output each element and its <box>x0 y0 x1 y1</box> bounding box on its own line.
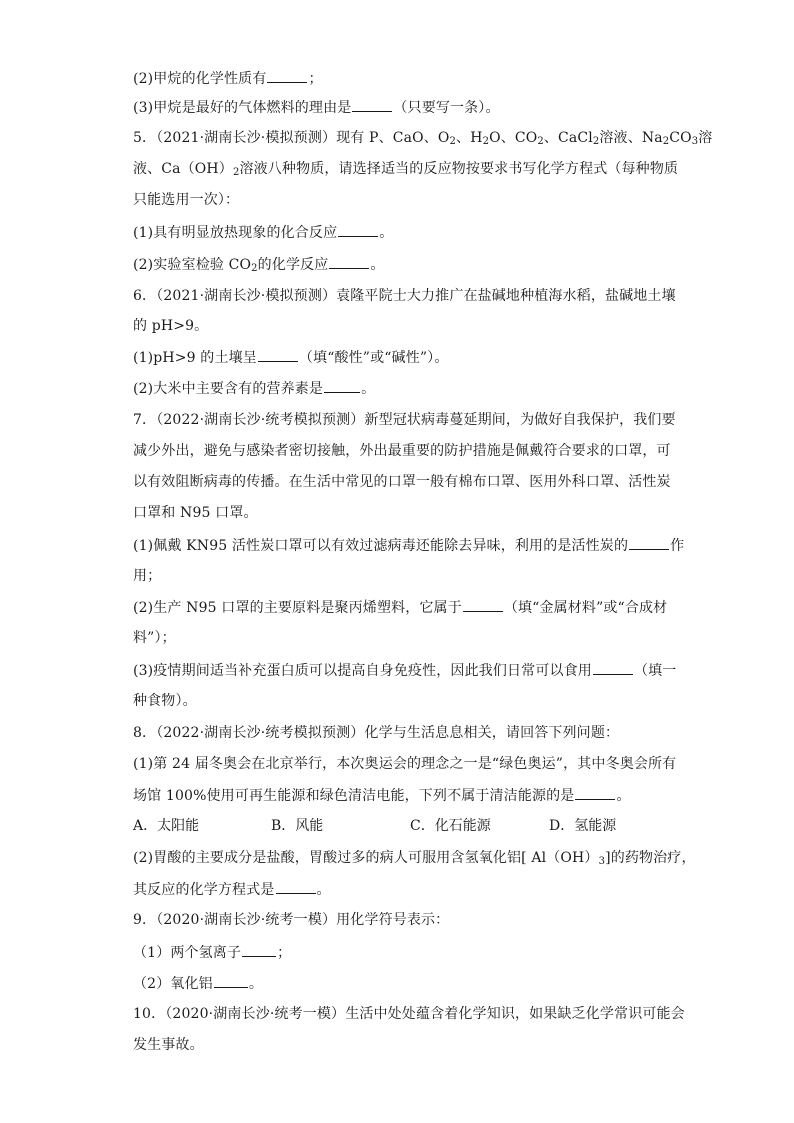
q6-part2-tail: 。 <box>361 381 376 397</box>
q5-part1 <box>133 222 673 242</box>
q9-part1-tail: ； <box>277 945 292 961</box>
q6-stem-line1: 6．（2021·湖南长沙·模拟预测）袁隆平院士大力推广在盐碱地种植海水稻，盐碱地土壤 <box>133 288 676 304</box>
q5-stem-line2 <box>133 159 679 179</box>
subscript: 2 <box>449 136 457 147</box>
q7-part1-text: (1)佩戴 KN95 活性炭口罩可以有效过滤病毒还能除去异味，利用的是活性炭的 <box>133 538 629 554</box>
q4-part3-text: (3)甲烷是最好的气体燃料的理由是 <box>133 100 352 116</box>
q6-part1-text: (1)pH>9 的土壤呈 <box>133 350 257 366</box>
q7-part1 <box>133 535 685 555</box>
answer-blank[interactable] <box>352 97 392 112</box>
answer-blank[interactable] <box>629 535 669 550</box>
q5-text: CO <box>669 130 692 146</box>
option-a[interactable]: A．太阳能 <box>133 818 200 834</box>
q5-part1-tail: 。 <box>379 225 394 241</box>
q4-part2 <box>133 68 673 88</box>
option-b[interactable]: B．风能 <box>271 818 324 834</box>
q10-stem-line2: 发生事故。 <box>133 1037 204 1053</box>
q4-part2-text: (2)甲烷的化学性质有 <box>133 71 267 87</box>
q9-part1-text: （1）两个氢离子 <box>133 945 242 961</box>
q5-text: 溶 <box>698 130 713 146</box>
option-d[interactable]: D．氢能源 <box>549 818 617 834</box>
answer-blank[interactable] <box>276 879 316 894</box>
q7-part2-tail: （填“金属材料”或“合成材 <box>503 600 668 616</box>
subscript: 2 <box>482 136 490 147</box>
q10-stem-line1: 10．（2020·湖南长沙·统考一模）生活中处处蕴含着化学知识，如果缺乏化学常识可能会 <box>133 1006 685 1022</box>
q7-part3-text: (3)疫情期间适当补充蛋白质可以提高自身免疫性，因此我们日常可以食用 <box>133 663 592 679</box>
q9-part2-tail: 。 <box>248 976 263 992</box>
q7-part2-cont: 料”）； <box>133 630 176 646</box>
q5-text: 5．（2021·湖南长沙·模拟预测）现有 P、CaO、O <box>133 130 450 146</box>
q7-part3-cont: 种食物）。 <box>133 693 197 709</box>
q8-part2-text: (2)胃酸的主要成分是盐酸，胃酸过多的病人可服用含氢氧化铝[ Al（OH） <box>133 850 599 866</box>
q8-options <box>133 816 673 836</box>
answer-blank[interactable] <box>593 660 633 675</box>
answer-blank[interactable] <box>329 254 369 269</box>
q9-part1 <box>133 942 673 962</box>
answer-blank[interactable] <box>463 597 503 612</box>
q5-part1-text: (1)具有明显放热现象的化合反应 <box>133 225 338 241</box>
q7-part2-text: (2)生产 N95 口罩的主要原料是聚丙烯塑料，它属于 <box>133 600 462 616</box>
q8-part1-line1: (1)第 24 届冬奥会在北京举行，本次奥运会的理念之一是“绿色奥运”，其中冬奥会所有 <box>133 756 677 772</box>
q8-part2-line2 <box>133 879 673 899</box>
q8-part1-line2 <box>133 785 673 805</box>
subscript: 2 <box>537 136 544 147</box>
q5-stem-line1 <box>133 128 713 148</box>
q9-part2 <box>133 973 673 993</box>
answer-blank[interactable] <box>338 222 378 237</box>
q8-part2-tail: 。 <box>316 882 331 898</box>
q5-part2 <box>133 254 673 274</box>
q5-part2-text: 的化学反应 <box>257 257 329 273</box>
q8-part2-text: ]的药物治疗， <box>605 850 696 866</box>
q8-stem: 8．（2022·湖南长沙·统考模拟预测）化学与生活息息相关，请回答下列问题： <box>133 725 620 741</box>
q5-text: 、CaCl <box>543 130 593 146</box>
answer-blank[interactable] <box>258 347 298 362</box>
subscript: 2 <box>251 263 258 274</box>
q4-part3-tail: （只要写一条）。 <box>393 100 500 116</box>
subscript: 2 <box>592 136 600 147</box>
q7-part1-tail: 作 <box>670 538 685 554</box>
q6-part2-text: (2)大米中主要含有的营养素是 <box>133 381 324 397</box>
q5-text: 溶液、Na <box>599 130 663 146</box>
q8-part2-line1 <box>133 848 696 868</box>
q7-stem-line2: 减少外出，避免与感染者密切接触，外出最重要的防护措施是佩戴符合要求的口罩，可 <box>133 443 671 459</box>
option-c[interactable]: C．化石能源 <box>410 818 491 834</box>
q6-stem-line2: 的 pH>9。 <box>133 318 209 334</box>
answer-blank[interactable] <box>324 378 360 393</box>
q4-part2-tail: ； <box>308 71 323 87</box>
q6-part1 <box>133 347 673 367</box>
subscript: 3 <box>598 856 606 867</box>
q5-text: 、H <box>456 130 483 146</box>
q7-part3-tail: （填一 <box>633 663 677 679</box>
q7-stem-line1: 7．（2022·湖南长沙·统考模拟预测）新型冠状病毒蔓延期间，为做好自我保护，我们要 <box>133 412 676 428</box>
q7-part2 <box>133 597 673 617</box>
answer-blank[interactable] <box>242 942 276 957</box>
answer-blank[interactable] <box>267 68 307 83</box>
q7-part1-cont: 用； <box>133 568 162 584</box>
q6-part1-tail: （填“酸性”或“碱性”）。 <box>298 350 449 366</box>
q8-part2-text: 其反应的化学方程式是 <box>133 882 275 898</box>
q5-part2-text: (2)实验室检验 CO <box>133 257 252 273</box>
q9-part2-text: （2）氧化铝 <box>133 976 213 992</box>
q5-text: 液、Ca（OH） <box>133 161 233 177</box>
subscript: 3 <box>691 136 699 147</box>
q9-stem: 9．（2020·湖南长沙·统考一模）用化学符号表示： <box>133 912 450 928</box>
subscript: 2 <box>662 136 670 147</box>
q7-stem-line4: 口罩和 N95 口罩。 <box>133 505 258 521</box>
q4-part3 <box>133 97 673 117</box>
q5-part2-tail: 。 <box>370 257 385 273</box>
q8-part1-tail: 。 <box>616 788 631 804</box>
answer-blank[interactable] <box>214 973 248 988</box>
q8-part1-text: 场馆 100%使用可再生能源和绿色清洁电能，下列不属于清洁能源的是 <box>133 788 575 804</box>
q5-text: 溶液八种物质，请选择适当的反应物按要求书写化学方程式（每种物质 <box>239 161 679 177</box>
q5-text: O、CO <box>489 130 538 146</box>
q7-stem-line3: 以有效阻断病毒的传播。在生活中常见的口罩一般有棉布口罩、医用外科口罩、活性炭 <box>133 474 671 490</box>
q7-part3 <box>133 660 677 680</box>
answer-blank[interactable] <box>575 785 615 800</box>
q5-stem-line3: 只能选用一次）： <box>133 192 240 208</box>
q6-part2 <box>133 378 673 398</box>
subscript: 2 <box>232 167 240 178</box>
